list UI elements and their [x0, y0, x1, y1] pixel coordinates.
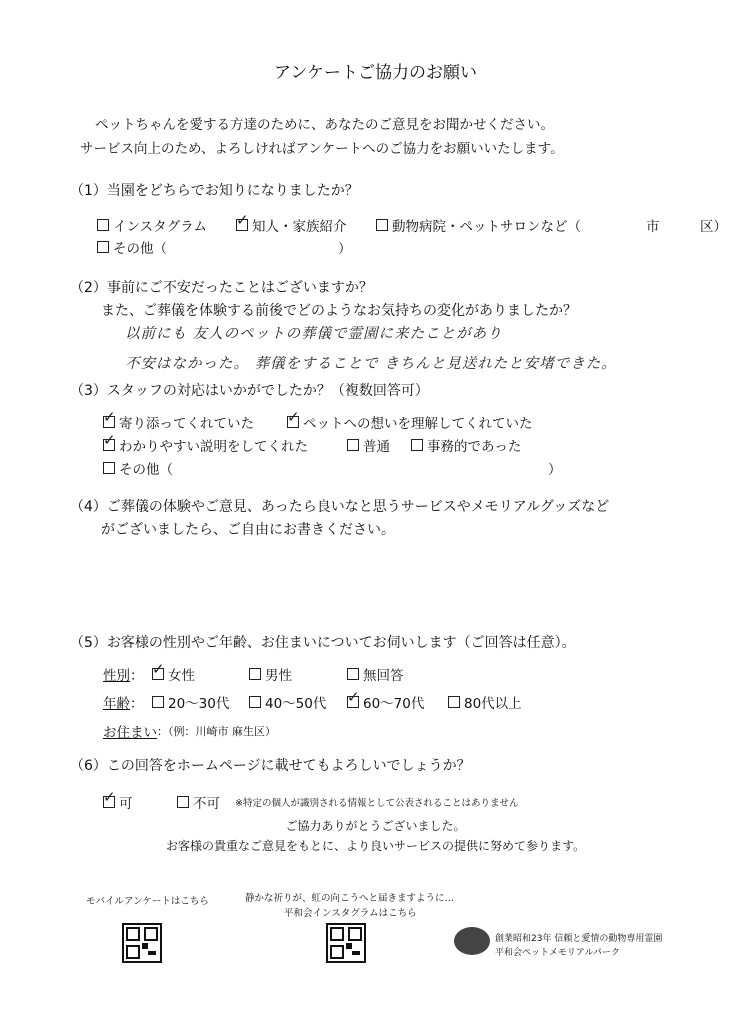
checkbox-checked[interactable] [236, 219, 248, 231]
memorial-park-logo-icon [454, 927, 490, 955]
q5-gender-none[interactable] [347, 664, 404, 684]
checkbox-checked[interactable] [103, 796, 115, 808]
checkbox[interactable] [152, 696, 164, 708]
q3-option-4[interactable] [347, 435, 390, 455]
option-label: 可 [119, 796, 133, 812]
checkbox-checked[interactable] [103, 416, 115, 428]
option-label: 女性 [168, 668, 195, 684]
q2-question-2: また、ご葬儀を体験する前後でどのようなお気持ちの変化がありましたか？ [101, 303, 577, 319]
q6-option-no[interactable] [177, 792, 220, 812]
address-example: ：（例：川崎市 麻生区） [157, 725, 276, 738]
intro-line-2: サービス向上のため、よろしければアンケートへのご協力をお願いいたします。 [80, 141, 564, 157]
checkbox-checked[interactable] [103, 439, 115, 451]
option-label: 60～70代 [363, 696, 425, 712]
mobile-qr-code-icon[interactable] [122, 923, 162, 963]
checkbox[interactable] [347, 668, 359, 680]
q1-option-friend[interactable] [236, 215, 347, 235]
thanks-line-2: お客様の貴重なご意見をもとに、より良いサービスの提供に努めて参ります。 [165, 839, 586, 853]
option-label: 知人・家族紹介 [252, 219, 347, 235]
checkbox[interactable] [249, 696, 261, 708]
q6-option-yes[interactable] [103, 792, 133, 812]
q5-age-2[interactable] [249, 692, 326, 712]
instagram-qr-code-icon[interactable] [326, 923, 366, 963]
q3-option-5[interactable] [411, 435, 521, 455]
option-label: その他（ [113, 241, 167, 257]
option-label: 不可 [193, 796, 220, 812]
checkbox[interactable] [347, 439, 359, 451]
footer-instagram-text: 平和会インスタグラムはこちら [284, 908, 417, 919]
checkbox[interactable] [411, 439, 423, 451]
option-label: 寄り添ってくれていた [119, 416, 254, 432]
option-label: 20～30代 [168, 696, 230, 712]
checkbox-checked[interactable] [152, 668, 164, 680]
option-label: 80代以上 [464, 696, 522, 712]
option-label: インスタグラム [113, 219, 207, 235]
q6-note: ※特定の個人が識別される情報として公表されることはありません [235, 798, 519, 809]
q5-age-1[interactable] [152, 692, 229, 712]
q6-question: （6）この回答をホームページに載せてもよろしいでしょうか？ [70, 758, 471, 774]
q5-gender-row [103, 664, 144, 684]
q3-other-close: ） [548, 462, 562, 478]
age-label: 年齢 [103, 696, 130, 712]
q3-option-1[interactable] [103, 412, 254, 432]
q2-question: （2）事前にご不安だったことはございますか？ [70, 280, 373, 296]
option-label: 40～50代 [265, 696, 327, 712]
checkbox[interactable] [103, 462, 115, 474]
q5-age-4[interactable] [448, 692, 522, 712]
q3-question: （3）スタッフの対応はいかがでしたか？（複数回答可） [70, 383, 429, 399]
q5-address-row [103, 721, 276, 741]
checkbox[interactable] [448, 696, 460, 708]
q1-other-close: ） [338, 241, 352, 257]
option-label: その他（ [119, 462, 173, 478]
footer-poem: 静かな祈りが、虹の向こうへと届きますように… [245, 893, 455, 904]
q1-question: （1）当園をどちらでお知りになりましたか？ [70, 183, 359, 199]
page-title: アンケートご協力のお願い [274, 63, 477, 83]
q3-option-3[interactable] [103, 435, 308, 455]
colon: ： [130, 668, 144, 684]
q1-option-other[interactable] [97, 237, 167, 257]
q4-question-2: がございましたら、ご自由にお書きください。 [101, 522, 395, 538]
checkbox[interactable] [249, 668, 261, 680]
option-label: 事務的であった [427, 439, 522, 455]
checkbox[interactable] [97, 219, 109, 231]
q3-option-2[interactable] [287, 412, 533, 432]
q3-option-other[interactable] [103, 458, 173, 478]
q4-question: （4）ご葬儀の体験やご意見、あったら良いなと思うサービスやメモリアルグッズなど [70, 499, 610, 515]
colon: ： [130, 696, 144, 712]
footer-org-line-2: 平和会ペットメモリアルパーク [495, 948, 620, 958]
q5-question: （5）お客様の性別やご年齢、お住まいについてお伺いします（ご回答は任意）。 [70, 635, 576, 651]
option-label: 男性 [265, 668, 292, 684]
checkbox[interactable] [376, 219, 388, 231]
option-label: わかりやすい説明をしてくれた [119, 439, 308, 455]
q2-handwritten-answer-1: 以前にも 友人のペットの葬儀で霊園に来たことがあり [125, 326, 503, 342]
footer-org-line-1: 創業昭和23年 信頼と愛情の動物専用霊園 [495, 934, 663, 944]
gender-label: 性別 [103, 668, 130, 684]
q1-option-instagram[interactable] [97, 215, 207, 235]
q5-gender-male[interactable] [249, 664, 292, 684]
thanks-line-1: ご協力ありがとうございました。 [285, 819, 466, 833]
q5-gender-female[interactable] [152, 664, 195, 684]
q5-age-3[interactable] [347, 692, 424, 712]
option-label: ペットへの想いを理解してくれていた [303, 416, 533, 432]
checkbox[interactable] [177, 796, 189, 808]
q1-city-label: 市 [646, 219, 660, 235]
checkbox-checked[interactable] [287, 416, 299, 428]
q1-option-vet[interactable] [376, 215, 581, 235]
q2-handwritten-answer-2: 不安はなかった。 葬儀をすることで きちんと見送れたと安堵できた。 [125, 356, 617, 372]
option-label: 動物病院・ペットサロンなど（ [392, 219, 581, 235]
checkbox-checked[interactable] [347, 696, 359, 708]
footer-mobile-text: モバイルアンケートはこちら [86, 896, 209, 907]
address-label: お住まい [103, 725, 157, 741]
option-label: 普通 [363, 439, 390, 455]
q1-ward-label: 区） [700, 219, 727, 235]
checkbox[interactable] [97, 241, 109, 253]
q5-age-row [103, 692, 144, 712]
intro-line-1: ペットちゃんを愛する方達のために、あなたのご意見をお聞かせください。 [95, 117, 554, 133]
option-label: 無回答 [363, 668, 404, 684]
